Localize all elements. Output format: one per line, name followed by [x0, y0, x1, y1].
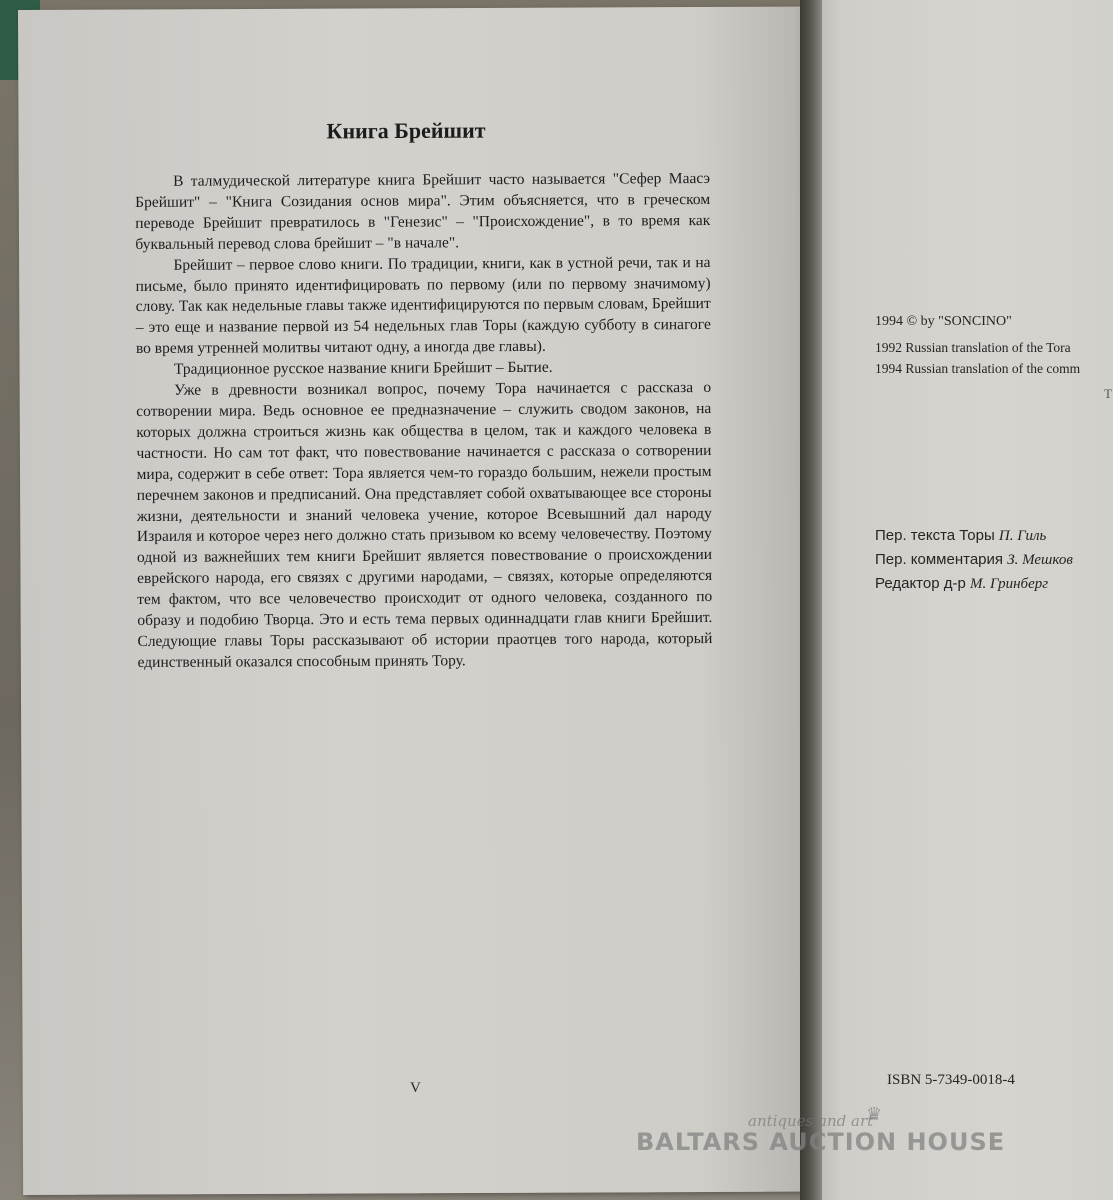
right-page — [812, 0, 1113, 1200]
copyright-line: 1994 Russian translation of the comm — [875, 361, 1081, 376]
credit-line — [875, 572, 1073, 596]
page-number: V — [410, 1080, 421, 1096]
paragraph: Брейшит – первое слово книги. По традиции, книги, как в устной речи, так и на письме, было принято идентифицировать по первому (или по первому значимому) слову. Так как недельные главы также идентифицируются по первым словам, Брейшит – это еще и название первой из 54 недельных глав Торы (каждую субботу в синагоге во время утренней молитвы читают одну, а иногда две главы). — [135, 253, 711, 358]
crown-icon: ♛ — [866, 1104, 883, 1125]
body-text — [135, 169, 713, 674]
isbn: ISBN 5-7349-0018-4 — [887, 1072, 1015, 1088]
stray-letter: T — [1104, 386, 1112, 401]
watermark-tagline: antiques and art — [748, 1112, 874, 1130]
credit-role: Пер. текста Торы — [875, 527, 995, 544]
paragraph: Традиционное русское название книги Брейшит – Бытие. — [173, 358, 553, 378]
credit-name: П. Гиль — [998, 528, 1047, 544]
credit-name: М. Гринберг — [970, 576, 1049, 592]
page-title: Книга Брейшит — [326, 117, 486, 144]
copyright-line: 1992 Russian translation of the Tora — [875, 340, 1071, 355]
book-gutter — [800, 0, 822, 1200]
credit-line — [875, 524, 1073, 548]
credit-line — [875, 548, 1073, 572]
watermark-name: BALTARS AUCTION HOUSE — [636, 1128, 1006, 1156]
credits-block — [875, 524, 1073, 596]
paragraph: В талмудической литературе книга Брейшит часто называется "Сефер Маасэ Брейшит" – "Книга Созидания основ мира". Этим объясняется, что в греческом переводе Брейшит превратилось в "Генезис" – "Происхождение", в то время как буквальный перевод слова брейшит – "в начале". — [135, 169, 711, 253]
credit-role: Пер. комментария — [875, 551, 1004, 568]
copyright-line: 1994 © by "SONCINO" — [875, 314, 1012, 329]
paragraph: Уже в древности возникал вопрос, почему Тора начинается с рассказа о сотворении мира. Ведь основное ее предназначение – служить сводом законов, на которых должна строиться жизнь как общества в целом, так и каждого человека в частности. Но сам тот факт, что повествование начинается с рассказа о сотворении мира, содержит в себе ответ: Тора является чем-то гораздо большим, нежели простым перечнем законов и предписаний. Она представляет собой охватывающее все стороны жизни, деятельности и знаний человека учение, которое Всевышний дал народу Израиля и которое через него должно стать призывом ко всему человечеству. Поэтому одной из важнейших тем книги Брейшит является повествование о происхождении еврейского народа, его связях с другими народами, – связях, которые определяются тем фактом, что все человечество происходит от одного человека, созданного по образу и подобию Творца. Это и есть тема первых одиннадцати глав книги Брейшит. Следующие главы Торы рассказывают об истории праотцев того народа, который единственный оказался способным принять Тору. — [136, 379, 713, 671]
credit-name: З. Мешков — [1007, 552, 1073, 568]
credit-role: Редактор д-р — [875, 575, 966, 592]
